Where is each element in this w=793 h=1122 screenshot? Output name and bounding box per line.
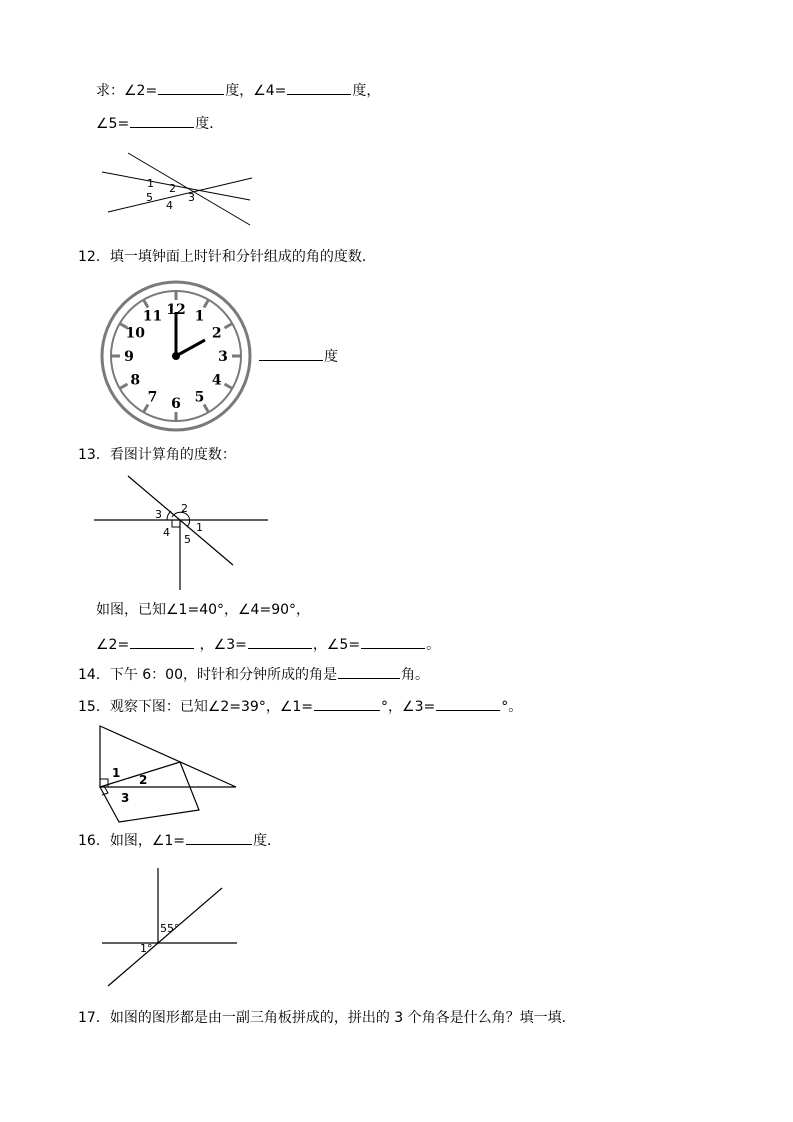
- answer-blank-q15-angle3[interactable]: [436, 696, 500, 711]
- q15-text-c: °。: [501, 699, 523, 715]
- q13-ans-a: ∠2=: [96, 637, 130, 653]
- answer-blank-q16[interactable]: [186, 830, 252, 845]
- q12-unit: 度: [324, 349, 338, 365]
- answer-blank-q13-angle5[interactable]: [361, 634, 425, 649]
- q16-number: 16．: [78, 833, 110, 849]
- q15-fig-label-1: 1: [112, 766, 121, 780]
- clock-number: 2: [211, 325, 222, 342]
- clock-number: 9: [124, 349, 134, 365]
- q16-fig-label-55: 55°: [160, 922, 180, 935]
- answer-blank-q13-angle3[interactable]: [248, 634, 312, 649]
- q16-text-a: 如图，∠1=: [109, 833, 186, 849]
- q15-triangle: [100, 726, 236, 787]
- answer-blank-angle5[interactable]: [130, 113, 194, 128]
- q13-figure: [92, 474, 270, 592]
- q14-text-b: 角。: [401, 667, 429, 683]
- q15-number: 15．: [78, 699, 110, 715]
- q17-text: 如图的图形都是由一副三角板拼成的，拼出的 3 个角各是什么角？填一填．: [109, 1010, 576, 1026]
- q16-diagonal-line: [108, 888, 222, 986]
- clock-number: 12: [166, 302, 186, 318]
- q11-fig-label-5: 5: [146, 191, 153, 204]
- q13-given: 如图，已知∠1=40°，∠4=90°，: [96, 602, 311, 618]
- q11-label-b: 度，∠4=: [225, 83, 287, 99]
- clock-number: 10: [125, 325, 146, 342]
- q13-ans-c: ，∠5=: [312, 637, 361, 653]
- q16-fig-label-1: 1°: [140, 942, 153, 955]
- q11-fig-label-1: 1: [147, 177, 154, 190]
- q12-line: [78, 247, 376, 267]
- q15-text-b: °，∠3=: [381, 699, 436, 715]
- q16-text-b: 度．: [253, 833, 282, 849]
- q14-line: [78, 664, 429, 685]
- q15-text-a: 观察下图：已知∠2=39°，∠1=: [109, 699, 314, 715]
- q11-fig-label-2: 2: [169, 182, 176, 195]
- q13-answers: [96, 634, 440, 655]
- answer-blank-q14[interactable]: [338, 664, 400, 679]
- q13-fig-label-5: 5: [184, 533, 191, 546]
- clock-number: 5: [194, 389, 205, 406]
- q11-label-e: 度．: [195, 116, 224, 132]
- q11-fig-label-3: 3: [188, 191, 195, 204]
- clock-number: 3: [218, 349, 228, 365]
- q13-arc-1: [187, 517, 190, 527]
- q12-text: 填一填钟面上时针和分针组成的角的度数．: [109, 249, 376, 265]
- q11-label-c: 度，: [352, 83, 381, 99]
- q15-line: [78, 696, 522, 717]
- clock-number: 4: [211, 372, 222, 389]
- q16-line: [78, 830, 281, 851]
- clock-center-dot: [172, 352, 180, 360]
- clock-number: 1: [194, 308, 205, 325]
- q13-fig-label-1: 1: [196, 521, 203, 534]
- q17-line: [78, 1008, 576, 1028]
- clock-figure: [100, 282, 252, 430]
- q13-fig-label-3: 3: [155, 508, 162, 521]
- q11-label-a: 求：∠2=: [96, 83, 158, 99]
- q13-text: 看图计算角的度数：: [109, 447, 236, 463]
- q16-figure: [100, 866, 240, 988]
- q13-right-angle-mark: [172, 520, 180, 527]
- q11-line1: [96, 80, 380, 101]
- answer-blank-q13-angle2[interactable]: [130, 634, 194, 649]
- q11-line2: [96, 113, 223, 134]
- q12-number: 12．: [78, 249, 110, 265]
- q13-ans-b: ，∠3=: [199, 637, 247, 653]
- q13-fig-label-2: 2: [181, 502, 188, 515]
- q14-number: 14．: [78, 667, 110, 683]
- q13-fig-label-4: 4: [163, 526, 170, 539]
- q14-text-a: 下午 6：00，时针和分钟所成的角是: [109, 667, 337, 683]
- answer-blank-q15-angle1[interactable]: [314, 696, 380, 711]
- q13-ans-end: 。: [426, 637, 441, 653]
- q12-answer: [258, 346, 338, 367]
- q11-figure: [100, 150, 260, 230]
- answer-blank-angle4[interactable]: [287, 80, 351, 95]
- q15-fig-label-3: 3: [121, 791, 130, 805]
- q13-number: 13．: [78, 447, 110, 463]
- q15-figure: [97, 724, 242, 824]
- clock-number: 6: [171, 396, 181, 412]
- clock-number: 7: [147, 389, 158, 406]
- clock-number: 8: [130, 372, 141, 389]
- clock-number: 11: [142, 308, 163, 325]
- answer-blank-clock[interactable]: [259, 346, 323, 361]
- q17-number: 17．: [78, 1010, 110, 1026]
- q11-fig-label-4: 4: [166, 199, 173, 212]
- q11-line-c: [108, 178, 252, 212]
- answer-blank-angle2[interactable]: [158, 80, 224, 95]
- q15-fig-label-2: 2: [139, 773, 148, 787]
- q13-line: [78, 445, 236, 465]
- q11-label-d: ∠5=: [96, 116, 130, 132]
